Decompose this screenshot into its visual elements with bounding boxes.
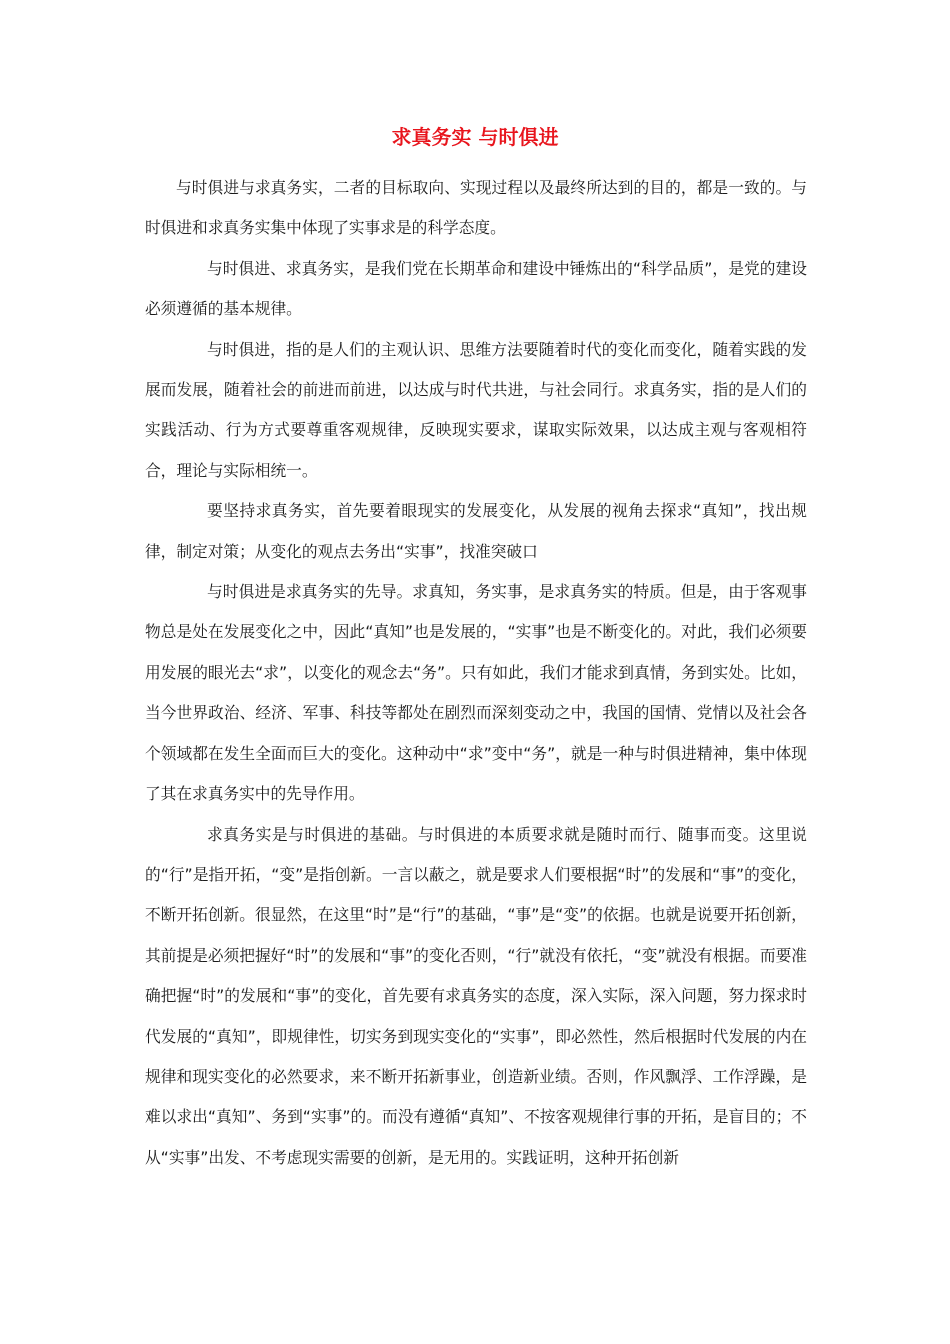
paragraph-4: 要坚持求真务实，首先要着眼现实的发展变化，从发展的视角去探求“真知”，找出规律，制定对策；从变化的观点去务出“实事”，找准突破口 <box>145 501 807 561</box>
paragraph-1: 与时俱进与求真务实，二者的目标取向、实现过程以及最终所达到的目的，都是一致的。与时俱进和求真务实集中体现了实事求是的科学态度。 <box>145 178 807 238</box>
paragraph-5: 与时俱进是求真务实的先导。求真知，务实事，是求真务实的特质。但是，由于客观事物总是处在发展变化之中，因此“真知”也是发展的，“实事”也是不断变化的。对此，我们必须要用发展的眼光去“求”，以变化的观念去“务”。只有如此，我们才能求到真情，务到实处。比如，当今世界政治、经济、军事、科技等都处在剧烈而深刻变动之中，我国的国情、党情以及社会各个领域都在发生全面而巨大的变化。这种动中“求”变中“务”，就是一种与时俱进精神，集中体现了其在求真务实中的先导作用。 <box>145 582 807 804</box>
paragraph-2: 与时俱进、求真务实，是我们党在长期革命和建设中锤炼出的“科学品质”，是党的建设必须遵循的基本规律。 <box>145 258 807 319</box>
paragraph-6: 求真务实是与时俱进的基础。与时俱进的本质要求就是随时而行、随事而变。这里说的“行”是指开拓，“变”是指创新。一言以蔽之，就是要求人们要根据“时”的发展和“事”的变化，不断开拓创新。很显然，在这里“时”是“行”的基础，“事”是“变”的依据。也就是说要开拓创新，其前提是必须把握好“时”的发展和“事”的变化否则，“行”就没有依托，“变”就没有根据。而要准确把握“时”的发展和“事”的变化，首先要有求真务实的态度，深入实际，深入问题，努力探求时代发展的“真知”，即规律性，切实务到现实变化的“实事”，即必然性，然后根据时代发展的内在规律和现实变化的必然要求，来不断开拓新事业，创造新业绩。否则，作风飘浮、工作浮躁，是难以求出“真知”、务到“实事”的。而没有遵循“真知”、不按客观规律行事的开拓，是盲目的；不从“实事”出发、不考虑现实需要的创新，是无用的。实践证明，这种开拓创新 <box>145 824 807 1167</box>
paragraph-3: 与时俱进，指的是人们的主观认识、思维方法要随着时代的变化而变化，随着实践的发展而发展，随着社会的前进而前进，以达成与时代共进，与社会同行。求真务实，指的是人们的实践活动、行为方式要尊重客观规律，反映现实要求，谋取实际效果，以达成主观与客观相符合，理论与实际相统一。 <box>145 339 807 480</box>
document-title: 求真务实 与时俱进 <box>391 125 559 149</box>
document-body <box>145 168 807 1178</box>
